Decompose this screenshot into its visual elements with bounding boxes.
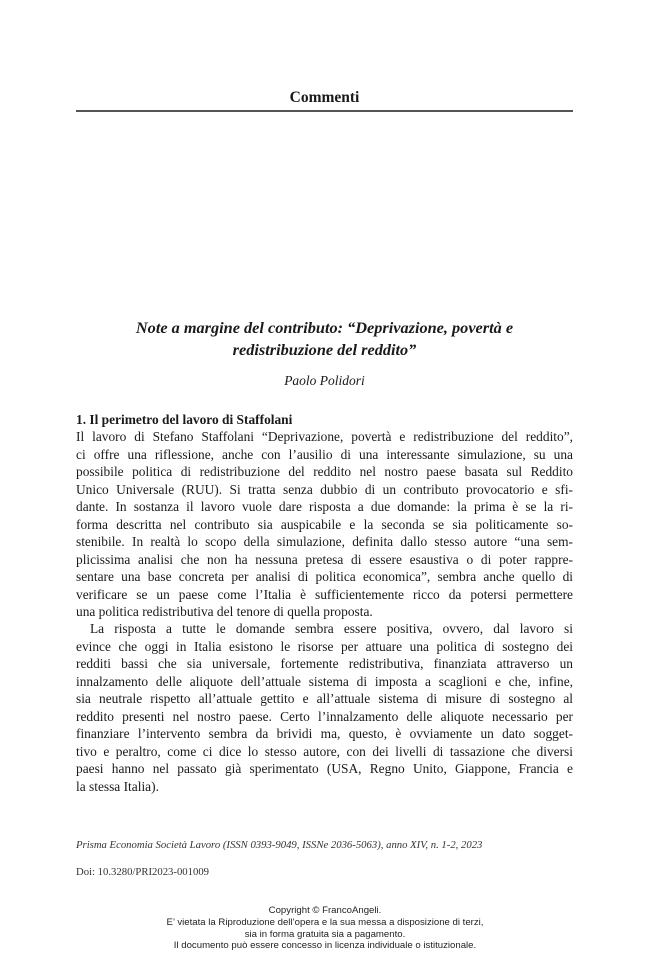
section-header: Commenti: [289, 89, 360, 106]
doi-link[interactable]: Doi: 10.3280/PRI2023-001009: [76, 866, 210, 878]
article-title: [76, 317, 573, 361]
journal-citation: Prisma Economia Società Lavoro (ISSN 0393-9049, ISSNe 2036-5063), anno XIV, n. 1-2, 2023: [76, 839, 483, 851]
text-line: stenibile. In realtà lo scopo della simulazione, definita dallo stesso autore “una sem-: [76, 534, 573, 550]
text-line: evince che oggi in Italia esistono le risorse per attuare una politica di sostegno dei: [76, 638, 573, 654]
text-line: redditi bassi che sia universale, fortemente redistributiva, finanziata attraverso un: [76, 656, 573, 672]
copyright-line: Copyright © FrancoAngeli.: [268, 905, 382, 916]
article-title-line: Note a margine del contributo: “Deprivazione, povertà e: [135, 318, 514, 337]
text-line: finanziare l’intervento sembra da brividi ma, questo, è ovviamente un dato sogget-: [76, 726, 573, 742]
article-body: [76, 411, 573, 795]
text-line: Il lavoro di Stefano Staffolani “Deprivazione, povertà e redistribuzione del reddito”,: [76, 429, 573, 445]
text-line: innalzamento delle aliquote dell’attuale sistema di imposta a scaglioni e che, infine,: [76, 673, 573, 689]
section-heading: 1. Il perimetro del lavoro di Staffolani: [76, 412, 293, 427]
text-line: plicissima analisi che non ha nessuna pretesa di essere esaustiva o di poter rappre-: [76, 551, 573, 567]
text-line: dante. In sostanza il lavoro vuole dare risposta a due domande: la prima è se la ri-: [76, 499, 573, 515]
text-line: paesi hanno nel passato già sperimentato (USA, Regno Unito, Giappone, Francia e: [76, 761, 573, 777]
text-line: reddito presenti nel nostro paese. Certo l’innalzamento delle aliquote necessario per: [76, 708, 573, 724]
paragraph-1: [76, 428, 573, 620]
text-line: La risposta a tutte le domande sembra essere positiva, ovvero, dal lavoro si: [90, 621, 573, 637]
text-line: possibile politica di redistribuzione del reddito nel nostro paese basata sul Reddito: [76, 464, 573, 480]
copyright-notice: [0, 905, 650, 952]
text-line: sentare una base concreta per analisi di politica economica”, sembra anche quello di: [76, 569, 573, 585]
text-line: ci offre una riflessione, anche con l’ausilio di una interessante simulazione, su una: [76, 446, 573, 462]
text-line: la stessa Italia).: [76, 778, 159, 794]
text-line: sia neutrale rispetto all’attuale gettito e all’attuale sistema di misure di sostegno al: [76, 691, 573, 707]
text-line: una politica redistributiva del tenore di quella proposta.: [76, 603, 373, 619]
header-rule: [76, 110, 573, 112]
copyright-line: E’ vietata la Riproduzione dell’opera e la sua messa a disposizione di terzi,: [166, 916, 484, 928]
article-title-line: redistribuzione del reddito”: [232, 340, 417, 359]
copyright-line: sia in forma gratuita sia a pagamento.: [244, 928, 406, 940]
text-line: tivo e peraltro, come ci dice lo stesso autore, con dei livelli di tassazione che diversi: [76, 743, 573, 759]
text-line: forma descritta nel contributo sia auspicabile e la seconda se sia politicamente so-: [76, 516, 573, 532]
copyright-line: Il documento può essere concesso in licenza individuale o istituzionale.: [173, 940, 477, 952]
text-line: Unico Universale (RUU). Si tratta senza dubbio di un contributo provocatorio e sfi-: [76, 481, 573, 497]
text-line: verificare se un paese come l’Italia è sufficientemente ricco da potersi permettere: [76, 586, 573, 602]
paragraph-2: [76, 620, 573, 795]
author-name: Paolo Polidori: [284, 373, 365, 388]
